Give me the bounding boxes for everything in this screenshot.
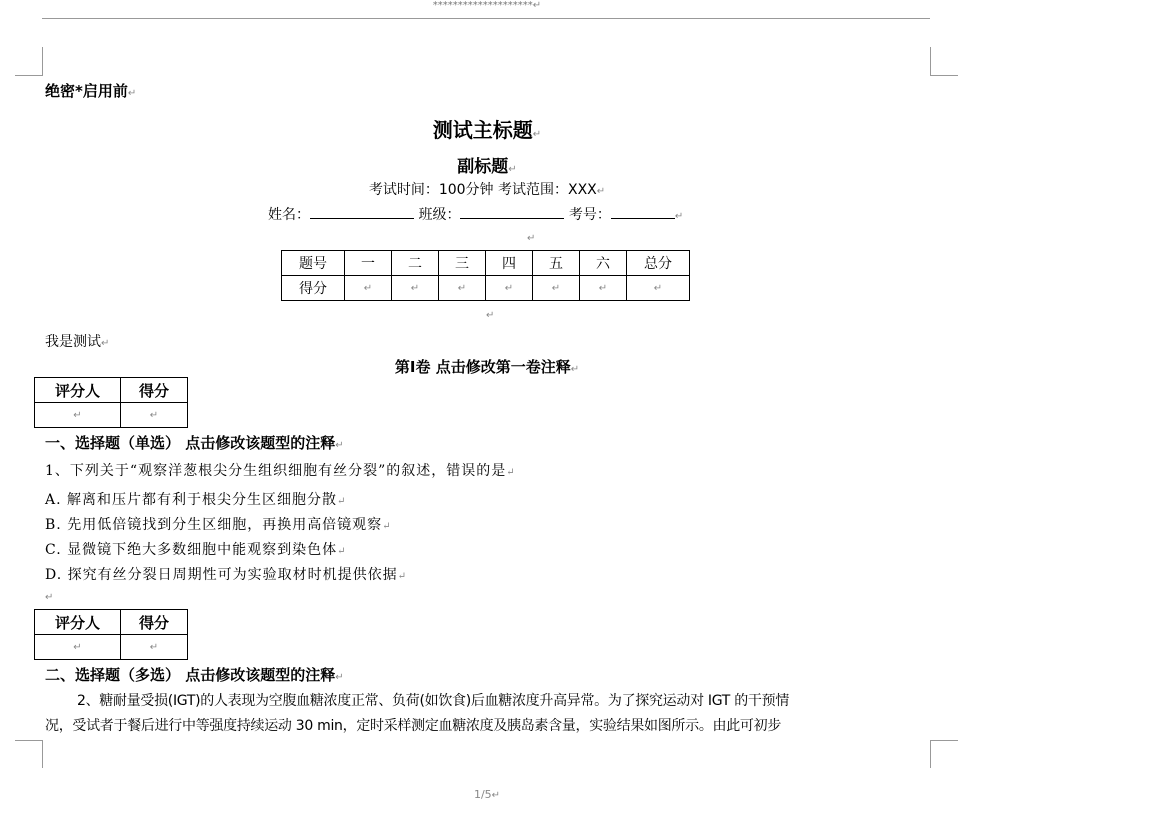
paragraph-mark: ↵	[527, 233, 536, 244]
score-cell[interactable]: ↵	[345, 276, 392, 301]
score-cell[interactable]: ↵	[439, 276, 486, 301]
corner-mark	[930, 47, 931, 75]
test-text[interactable]: 我是测试↵	[45, 334, 110, 350]
student-info-line[interactable]: 姓名： 班级： 考号： ↵	[268, 204, 683, 224]
header-cell: 三	[439, 251, 486, 276]
grader-header: 评分人	[35, 378, 121, 403]
question-2-line-2[interactable]: 况，受试者于餐后进行中等强度持续运动 30 min，定时采样测定血糖浓度及胰岛素含量，实验结果如图所示。由此可初步	[45, 718, 782, 734]
question-2-line-1[interactable]: 2、糖耐量受损(IGT)的人表现为空腹血糖浓度正常、负荷(如饮食)后血糖浓度升高异常。为了探究运动对 IGT 的干预情	[77, 693, 790, 709]
corner-mark	[15, 75, 43, 76]
score-cell[interactable]: ↵	[533, 276, 580, 301]
grader-table[interactable]	[34, 609, 188, 660]
id-field[interactable]	[611, 204, 675, 219]
score-cell[interactable]: ↵	[486, 276, 533, 301]
secret-label[interactable]: 绝密*启用前↵	[45, 82, 137, 100]
score-cell[interactable]: ↵	[121, 403, 188, 428]
section-1-heading[interactable]: 一、选择题（单选） 点击修改该题型的注释↵	[45, 434, 344, 452]
corner-mark	[930, 75, 958, 76]
page-number: 1/5↵	[473, 788, 501, 801]
header-cell: 五	[533, 251, 580, 276]
header-cell: 二	[392, 251, 439, 276]
section-2-heading[interactable]: 二、选择题（多选） 点击修改该题型的注释↵	[45, 666, 344, 684]
grader-cell[interactable]: ↵	[35, 403, 121, 428]
header-cell: 总分	[627, 251, 690, 276]
header-cell: 六	[580, 251, 627, 276]
subtitle[interactable]: 副标题↵	[457, 157, 517, 177]
score-cell[interactable]: ↵	[121, 635, 188, 660]
score-cell[interactable]: ↵	[580, 276, 627, 301]
score-cell[interactable]: ↵	[392, 276, 439, 301]
header-text[interactable]: ********************↵	[432, 0, 542, 11]
option-d[interactable]: D. 探究有丝分裂日周期性可为实验取材时机提供依据↵	[45, 567, 408, 583]
name-label: 姓名：	[268, 207, 310, 223]
page-title[interactable]: 测试主标题↵	[432, 118, 542, 142]
header-rule	[42, 18, 930, 19]
class-field[interactable]	[460, 204, 564, 219]
score-header: 得分	[121, 610, 188, 635]
exam-info[interactable]: 考试时间：100分钟 考试范围：XXX↵	[368, 182, 606, 198]
corner-mark	[930, 740, 931, 768]
score-cell[interactable]: ↵	[627, 276, 690, 301]
question-1-stem[interactable]: 1、下列关于“观察洋葱根尖分生组织细胞有丝分裂”的叙述，错误的是↵	[45, 463, 516, 479]
row-label: 得分	[282, 276, 345, 301]
header-cell: 四	[486, 251, 533, 276]
volume-title[interactable]: 第Ⅰ卷 点击修改第一卷注释↵	[394, 358, 580, 376]
class-label: 班级：	[418, 207, 461, 223]
grader-header: 评分人	[35, 610, 121, 635]
option-a[interactable]: A. 解离和压片都有利于根尖分生区细胞分散↵	[45, 492, 347, 508]
score-header: 得分	[121, 378, 188, 403]
corner-mark	[15, 740, 43, 741]
option-b[interactable]: B. 先用低倍镜找到分生区细胞，再换用高倍镜观察↵	[45, 517, 392, 533]
grader-cell[interactable]: ↵	[35, 635, 121, 660]
option-c[interactable]: C. 显微镜下绝大多数细胞中能观察到染色体↵	[45, 542, 347, 558]
corner-mark	[42, 47, 43, 75]
name-field[interactable]	[310, 204, 414, 219]
corner-mark	[930, 740, 958, 741]
paragraph-mark: ↵	[486, 310, 495, 321]
score-table[interactable]	[281, 250, 690, 301]
header-cell: 一	[345, 251, 392, 276]
paragraph-mark: ↵	[45, 592, 54, 603]
id-label: 考号：	[568, 207, 611, 223]
header-cell: 题号	[282, 251, 345, 276]
corner-mark	[42, 740, 43, 768]
grader-table[interactable]	[34, 377, 188, 428]
